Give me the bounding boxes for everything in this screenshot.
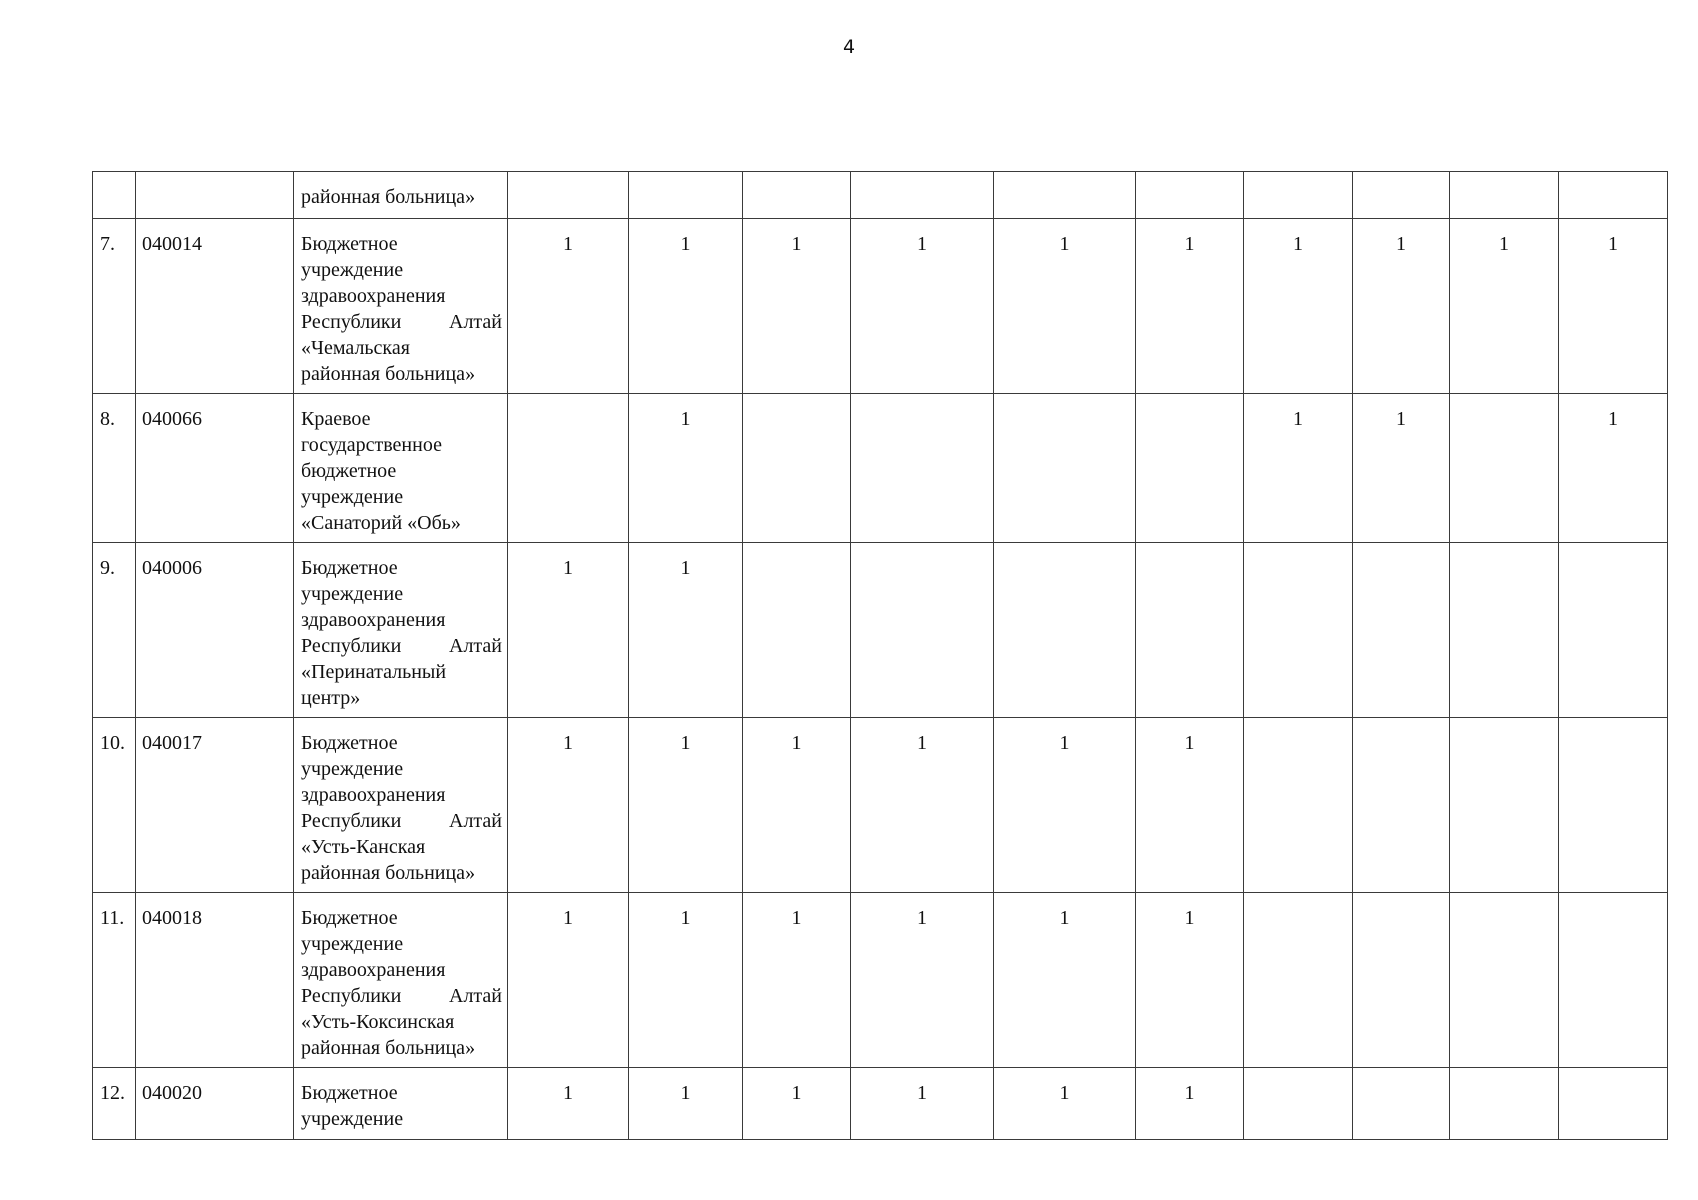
mark-cell-col-4: 1	[851, 1068, 994, 1140]
mark-cell-col-8: 1	[1353, 219, 1450, 394]
organization-name-line: Бюджетное	[301, 1082, 398, 1104]
mark-cell-col-3	[743, 394, 851, 543]
organization-name-cell	[294, 893, 508, 1068]
mark-cell-col-7	[1244, 718, 1353, 893]
registry-code-cell: 040006	[136, 543, 294, 718]
organization-name-line: учреждение	[301, 758, 404, 780]
mark-cell-col-3: 1	[743, 219, 851, 394]
mark-cell-col-9	[1450, 1068, 1559, 1140]
organization-name-line: Республики Алтай	[301, 635, 502, 657]
mark-cell-col-1: 1	[508, 893, 629, 1068]
table-row	[93, 219, 1668, 394]
mark-cell-col-9	[1450, 893, 1559, 1068]
mark-cell-col-8	[1353, 543, 1450, 718]
mark-cell-col-6: 1	[1136, 219, 1244, 394]
registry-code-cell	[136, 172, 294, 219]
organization-name-line: здравоохранения	[301, 959, 446, 981]
register-table	[92, 171, 1668, 1140]
organization-name-cell	[294, 718, 508, 893]
organization-name-line: районная больница»	[301, 862, 476, 884]
organization-name-line: Республики Алтай	[301, 985, 502, 1007]
page-number: 4	[842, 36, 856, 58]
mark-cell-col-7	[1244, 893, 1353, 1068]
row-number-cell: 10.	[93, 718, 136, 893]
mark-cell-col-3: 1	[743, 893, 851, 1068]
mark-cell-col-6	[1136, 543, 1244, 718]
mark-cell-col-10	[1559, 1068, 1668, 1140]
mark-cell-col-7	[1244, 543, 1353, 718]
mark-cell-col-5: 1	[994, 1068, 1136, 1140]
registry-code-cell: 040066	[136, 394, 294, 543]
organization-name-line: районная больница»	[301, 186, 476, 208]
registry-code-cell: 040014	[136, 219, 294, 394]
mark-cell-col-1	[508, 172, 629, 219]
mark-cell-col-7	[1244, 172, 1353, 219]
mark-cell-col-4: 1	[851, 219, 994, 394]
table-row	[93, 543, 1668, 718]
mark-cell-col-6	[1136, 172, 1244, 219]
organization-name-line: Бюджетное	[301, 557, 398, 579]
organization-name-line: районная больница»	[301, 1037, 476, 1059]
mark-cell-col-9	[1450, 172, 1559, 219]
organization-name-line: учреждение	[301, 933, 404, 955]
mark-cell-col-7	[1244, 1068, 1353, 1140]
organization-name-line: «Усть-Канская	[301, 836, 426, 858]
organization-name-line: Бюджетное	[301, 233, 398, 255]
organization-name-line: здравоохранения	[301, 285, 446, 307]
row-number-cell: 7.	[93, 219, 136, 394]
mark-cell-col-4: 1	[851, 718, 994, 893]
mark-cell-col-1: 1	[508, 718, 629, 893]
organization-name-line: учреждение	[301, 486, 404, 508]
mark-cell-col-9: 1	[1450, 219, 1559, 394]
organization-name-line: районная больница»	[301, 363, 476, 385]
mark-cell-col-2: 1	[629, 394, 743, 543]
organization-name-line: Бюджетное	[301, 732, 398, 754]
organization-name-line: Краевое	[301, 408, 371, 430]
mark-cell-col-1: 1	[508, 1068, 629, 1140]
mark-cell-col-6	[1136, 394, 1244, 543]
mark-cell-col-3	[743, 543, 851, 718]
organization-name-line: бюджетное	[301, 460, 397, 482]
mark-cell-col-9	[1450, 394, 1559, 543]
row-number-cell	[93, 172, 136, 219]
mark-cell-col-4	[851, 543, 994, 718]
mark-cell-col-8	[1353, 893, 1450, 1068]
mark-cell-col-10: 1	[1559, 394, 1668, 543]
organization-name-line: здравоохранения	[301, 609, 446, 631]
mark-cell-col-4	[851, 172, 994, 219]
mark-cell-col-8	[1353, 718, 1450, 893]
table-row	[93, 893, 1668, 1068]
mark-cell-col-5: 1	[994, 718, 1136, 893]
row-number-cell: 8.	[93, 394, 136, 543]
mark-cell-col-2: 1	[629, 893, 743, 1068]
table-row	[93, 1068, 1668, 1140]
organization-name-cell	[294, 172, 508, 219]
organization-name-line: учреждение	[301, 259, 404, 281]
table-body	[93, 172, 1668, 1140]
mark-cell-col-5	[994, 543, 1136, 718]
organization-name-line: государственное	[301, 434, 442, 456]
mark-cell-col-8: 1	[1353, 394, 1450, 543]
mark-cell-col-5	[994, 172, 1136, 219]
table-row	[93, 718, 1668, 893]
organization-name-line: «Чемальская	[301, 337, 410, 359]
mark-cell-col-5: 1	[994, 219, 1136, 394]
mark-cell-col-5: 1	[994, 893, 1136, 1068]
mark-cell-col-4	[851, 394, 994, 543]
mark-cell-col-2	[629, 172, 743, 219]
mark-cell-col-5	[994, 394, 1136, 543]
organization-name-line: учреждение	[301, 583, 404, 605]
organization-name-line: «Перинатальный	[301, 661, 447, 683]
mark-cell-col-7: 1	[1244, 219, 1353, 394]
organization-name-line: «Усть-Коксинская	[301, 1011, 455, 1033]
mark-cell-col-8	[1353, 1068, 1450, 1140]
mark-cell-col-10: 1	[1559, 219, 1668, 394]
organization-name-line: Республики Алтай	[301, 311, 502, 333]
mark-cell-col-2: 1	[629, 543, 743, 718]
registry-code-cell: 040020	[136, 1068, 294, 1140]
mark-cell-col-2: 1	[629, 219, 743, 394]
row-number-cell: 12.	[93, 1068, 136, 1140]
registry-code-cell: 040018	[136, 893, 294, 1068]
organization-name-line: центр»	[301, 687, 361, 709]
mark-cell-col-2: 1	[629, 1068, 743, 1140]
mark-cell-col-9	[1450, 543, 1559, 718]
row-number-cell: 9.	[93, 543, 136, 718]
table-row	[93, 394, 1668, 543]
mark-cell-col-1: 1	[508, 219, 629, 394]
mark-cell-col-1	[508, 394, 629, 543]
mark-cell-col-1: 1	[508, 543, 629, 718]
mark-cell-col-6: 1	[1136, 718, 1244, 893]
mark-cell-col-6: 1	[1136, 1068, 1244, 1140]
registry-code-cell: 040017	[136, 718, 294, 893]
mark-cell-col-10	[1559, 172, 1668, 219]
mark-cell-col-9	[1450, 718, 1559, 893]
organization-name-cell	[294, 1068, 508, 1140]
mark-cell-col-10	[1559, 893, 1668, 1068]
organization-name-cell	[294, 219, 508, 394]
organization-name-line: «Санаторий «Обь»	[301, 512, 461, 534]
organization-name-line: учреждение	[301, 1108, 404, 1130]
row-number-cell: 11.	[93, 893, 136, 1068]
mark-cell-col-2: 1	[629, 718, 743, 893]
organization-name-line: здравоохранения	[301, 784, 446, 806]
mark-cell-col-7: 1	[1244, 394, 1353, 543]
mark-cell-col-3: 1	[743, 1068, 851, 1140]
organization-name-cell	[294, 543, 508, 718]
organization-name-cell	[294, 394, 508, 543]
mark-cell-col-10	[1559, 543, 1668, 718]
table-row	[93, 172, 1668, 219]
mark-cell-col-8	[1353, 172, 1450, 219]
mark-cell-col-3	[743, 172, 851, 219]
mark-cell-col-3: 1	[743, 718, 851, 893]
mark-cell-col-6: 1	[1136, 893, 1244, 1068]
mark-cell-col-4: 1	[851, 893, 994, 1068]
organization-name-line: Республики Алтай	[301, 810, 502, 832]
mark-cell-col-10	[1559, 718, 1668, 893]
organization-name-line: Бюджетное	[301, 907, 398, 929]
